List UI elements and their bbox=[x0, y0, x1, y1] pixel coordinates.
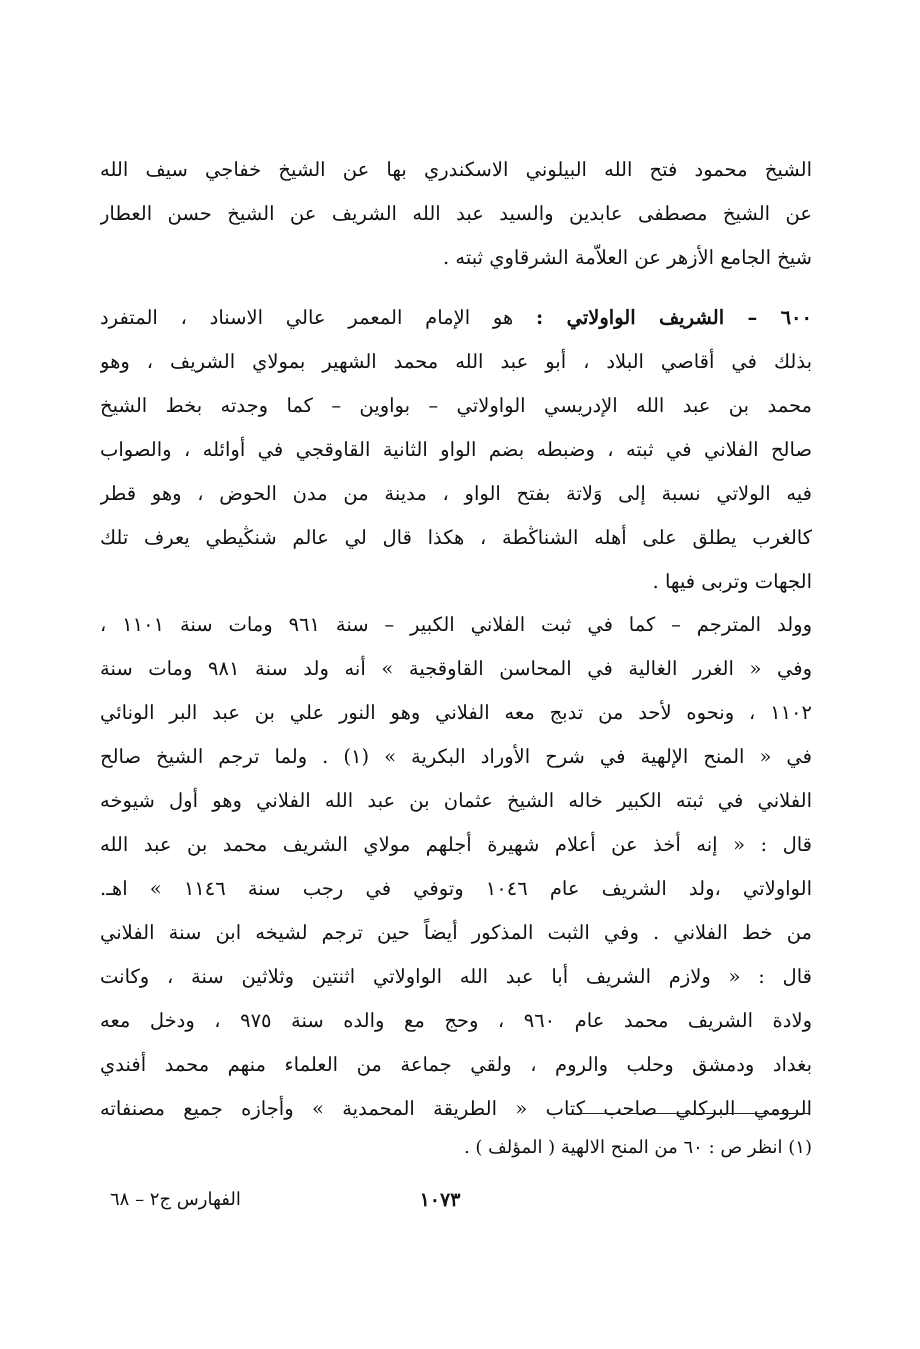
printer-signature: الفهارس ج٢ – ٦٨ bbox=[110, 1189, 241, 1210]
text-line: الشيخ محمود فتح الله البيلوني الاسكندري بها عن الشيخ خفاجي سيف الله bbox=[100, 158, 812, 181]
text-line: في « المنح الإلهية في شرح الأوراد البكرية » (١) . ولما ترجم الشيخ صالح bbox=[100, 745, 812, 768]
text-line: الرومي البركلي صاحب كتاب « الطريقة المحمدية » وأجازه جميع مصنفاته bbox=[100, 1097, 812, 1120]
text-line: فيه الولاتي نسبة إلى وَلاتة بفتح الواو ، مدينة من مدن الحوض ، وهو قطر bbox=[100, 482, 812, 505]
page-number: ١٠٧٣ bbox=[419, 1189, 461, 1211]
text-line: الواولاتي ،ولد الشريف عام ١٠٤٦ وتوفي في رجب سنة ١١٤٦ » اهـ. bbox=[100, 877, 812, 900]
text-line: بذلك في أقاصي البلاد ، أبو عبد الله محمد الشهير بمولاي الشريف ، وهو bbox=[100, 350, 812, 373]
text-line: وفي « الغرر الغالية في المحاسن القاوقجية » أنه ولد سنة ٩٨١ ومات سنة bbox=[100, 657, 812, 680]
text-line: محمد بن عبد الله الإدريسي الواولاتي – بواوين – كما وجدته بخط الشيخ bbox=[100, 394, 812, 417]
text-line: كالغرب يطلق على أهله الشناڭطة ، هكذا قال لي عالم شنڭيطي يعرف تلك bbox=[100, 526, 812, 549]
text-line: من خط الفلاني . وفي الثبت المذكور أيضاً حين ترجم لشيخه ابن سنة الفلاني bbox=[100, 921, 812, 944]
text-line: وولد المترجم – كما في ثبت الفلاني الكبير – سنة ٩٦١ ومات سنة ١١٠١ ، bbox=[100, 613, 812, 636]
paragraph-3 bbox=[100, 603, 812, 1131]
text-line: ١١٠٢ ، ونحوه لأحد من تدبج معه الفلاني وهو النور علي بن عبد البر الونائي bbox=[100, 701, 812, 724]
text-line: بغداد ودمشق وحلب والروم ، ولقي جماعة من العلماء منهم محمد أفندي bbox=[100, 1053, 812, 1076]
text-line: ولادة الشريف محمد عام ٩٦٠ ، وحج مع والده سنة ٩٧٥ ، ودخل معه bbox=[100, 1009, 812, 1032]
text-line: الفلاني في ثبته الكبير خاله الشيخ عثمان بن عبد الله الفلاني وهو أول شيوخه bbox=[100, 789, 812, 812]
text-line: عن الشيخ مصطفى عابدين والسيد عبد الله الشريف عن الشيخ حسن العطار bbox=[100, 202, 812, 225]
entry-intro: هو الإمام المعمر عالي الاسناد ، المتفرد bbox=[100, 306, 514, 329]
text-line: صالح الفلاني في ثبته ، وضبطه بضم الواو الثانية القاوقجي في أوائله ، والصواب bbox=[100, 438, 812, 461]
paragraph-2 bbox=[100, 296, 812, 604]
text-line: شيخ الجامع الأزهر عن العلاّمة الشرقاوي ثبته . bbox=[443, 246, 812, 269]
footnote: (١) انظر ص : ٦٠ من المنح الالهية ( المؤلف ) . bbox=[463, 1137, 812, 1158]
paragraph-1 bbox=[100, 148, 812, 280]
footnote-divider bbox=[578, 1113, 810, 1114]
entry-heading: ٦٠٠ – الشريف الواولاتي : bbox=[536, 306, 812, 329]
text-line: قال : « ولازم الشريف أبا عبد الله الواولاتي اثنتين وثلاثين سنة ، وكانت bbox=[100, 965, 812, 988]
text-line: قال : « إنه أخذ عن أعلام شهيرة أجلهم مولاي الشريف محمد بن عبد الله bbox=[100, 833, 812, 856]
text-line: الجهات وتربى فيها . bbox=[652, 570, 812, 593]
text-line bbox=[100, 296, 812, 340]
